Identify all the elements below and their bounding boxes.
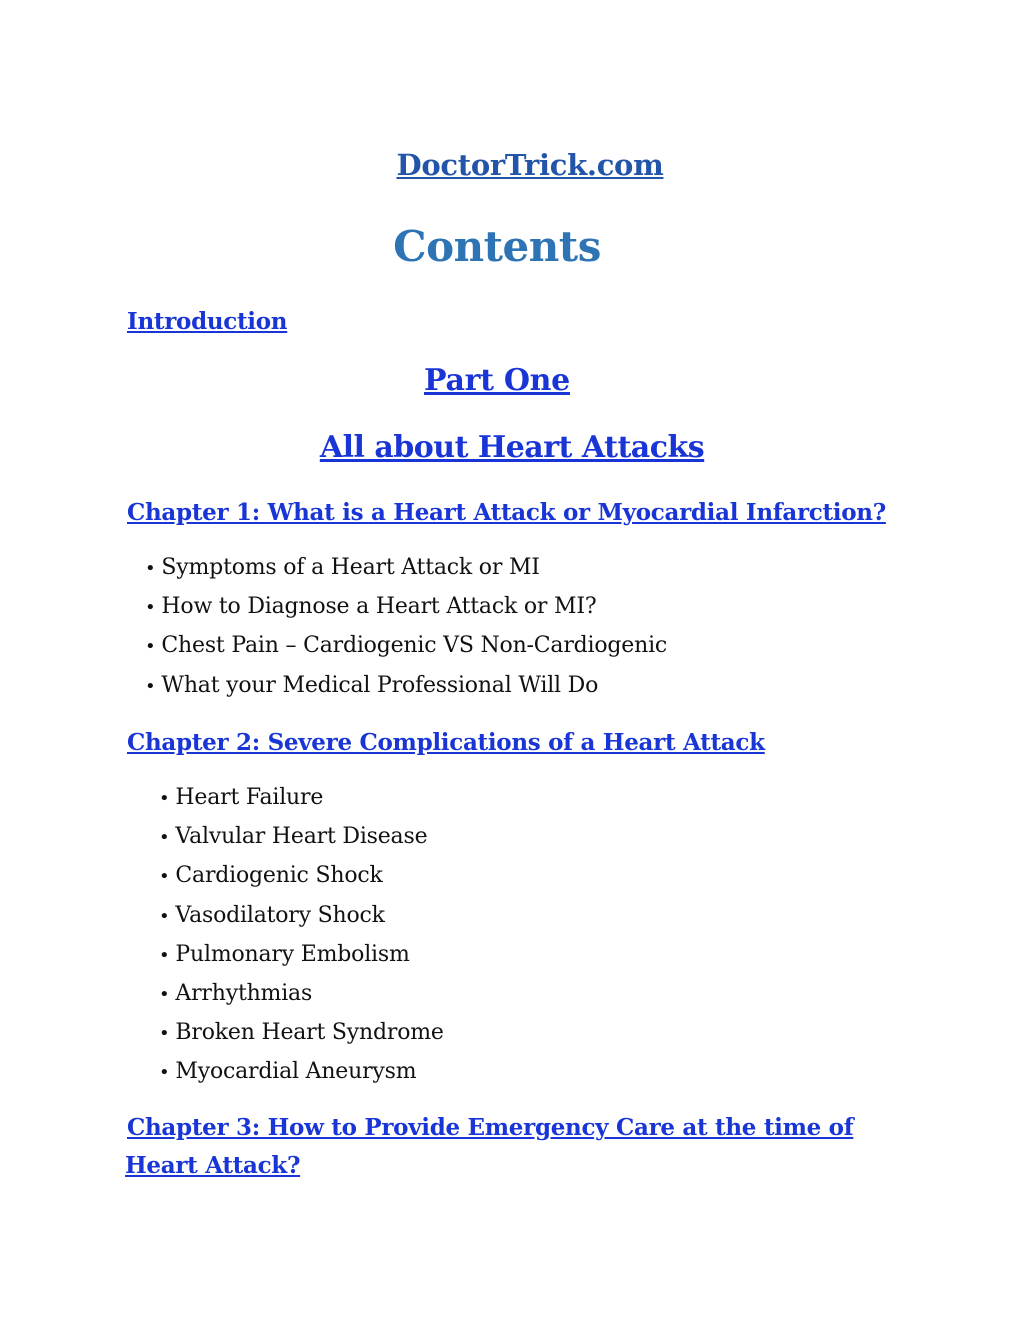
toc-link-chapter-3[interactable]: Chapter 3: How to Provide Emergency Care at the time of [127, 1114, 854, 1141]
list-item [159, 825, 444, 864]
list-item [159, 943, 444, 982]
list-item [159, 864, 444, 903]
list-item-label: Pulmonary Embolism [175, 941, 410, 967]
toc-link-part-one-subtitle[interactable]: All about Heart Attacks [319, 430, 705, 465]
list-item [145, 595, 667, 634]
list-item-label: Vasodilatory Shock [175, 902, 385, 928]
toc-link-chapter-1[interactable]: Chapter 1: What is a Heart Attack or Myocardial Infarction? [127, 499, 886, 526]
list-item-label: Cardiogenic Shock [175, 863, 383, 889]
list-item-label: Arrhythmias [175, 980, 313, 1006]
list-item [145, 674, 667, 713]
page-title: Contents [393, 222, 601, 271]
chapter-2-topic-list [159, 786, 444, 1100]
toc-link-chapter-2[interactable]: Chapter 2: Severe Complications of a Heart Attack [127, 729, 765, 756]
toc-link-introduction[interactable]: Introduction [127, 308, 288, 335]
toc-link-chapter-3-continued[interactable]: Heart Attack? [125, 1152, 301, 1179]
list-item [159, 1060, 444, 1099]
list-item-label: Heart Failure [175, 785, 324, 810]
list-item [145, 634, 667, 673]
list-item-label: Valvular Heart Disease [175, 824, 428, 850]
list-item-label: Chest Pain – Cardiogenic VS Non-Cardiogenic [161, 633, 668, 659]
list-item [145, 556, 667, 595]
list-item [159, 982, 444, 1021]
chapter-1-topic-list [145, 556, 667, 713]
site-link[interactable]: DoctorTrick.com [396, 148, 664, 182]
list-item [159, 904, 444, 943]
list-item-label: Broken Heart Syndrome [175, 1020, 444, 1046]
list-item-label: Myocardial Aneurysm [175, 1059, 417, 1085]
list-item [159, 786, 444, 825]
list-item-label: What your Medical Professional Will Do [161, 672, 599, 698]
list-item-label: Symptoms of a Heart Attack or MI [161, 555, 540, 580]
toc-link-part-one[interactable]: Part One [424, 363, 570, 398]
list-item-label: How to Diagnose a Heart Attack or MI? [161, 594, 597, 620]
list-item [159, 1021, 444, 1060]
